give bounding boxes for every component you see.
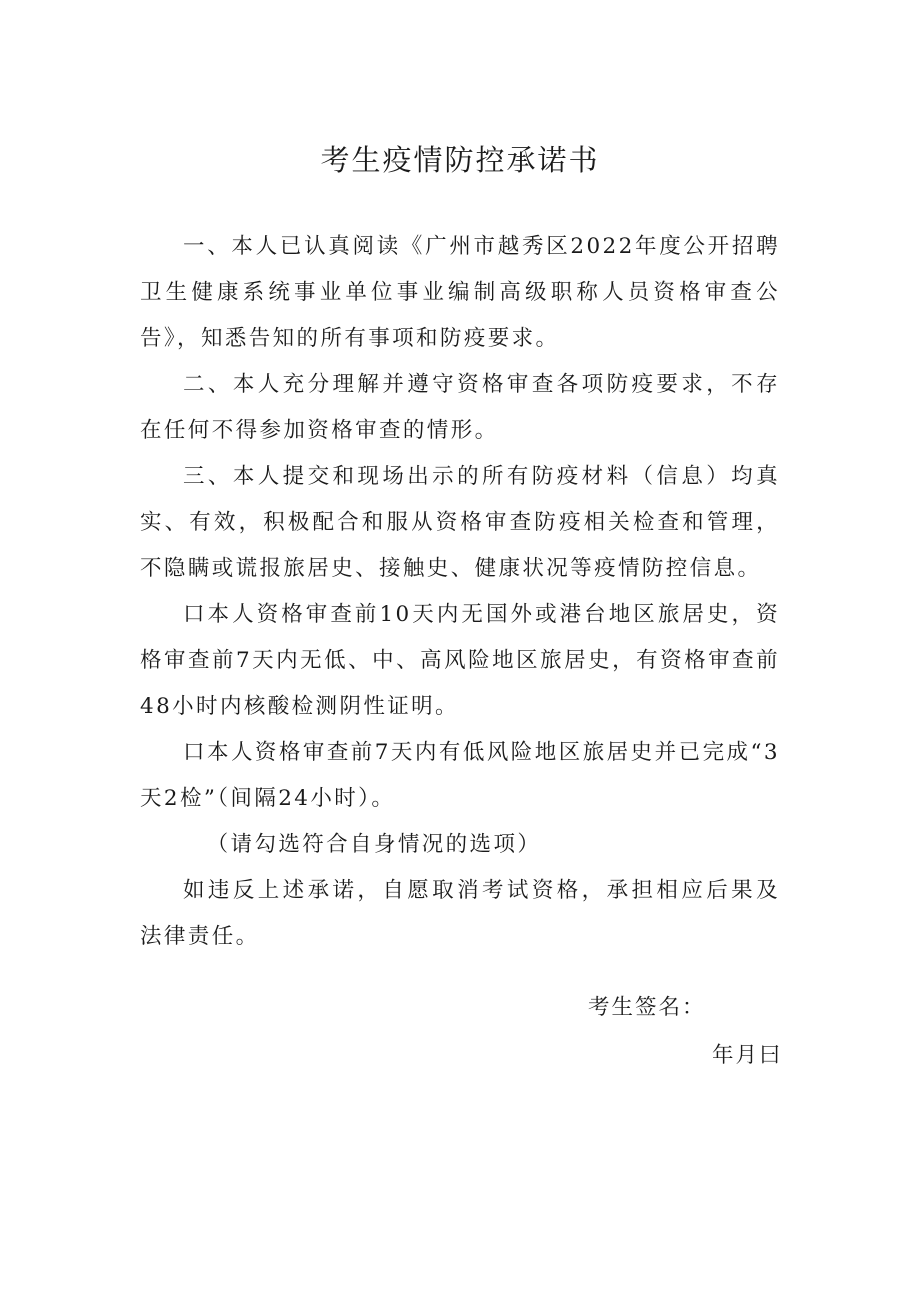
paragraph-commitment: 如违反上述承诺，自愿取消考试资格，承担相应后果及法律责任。 (140, 878, 780, 949)
checkbox-option-2: 口本人资格审查前7天内有低风险地区旅居史并已完成“3天2检”（间隔24小时）。 (140, 740, 780, 811)
date-label: 年月曰 (712, 1043, 783, 1068)
document-title: 考生疫情防控承诺书 (320, 143, 600, 177)
selection-note: （请勾选符合自身情况的选项） (206, 832, 542, 857)
paragraph-3: 三、本人提交和现场出示的所有防疫材料（信息）均真实、有效，积极配合和服从资格审查防疫相关检查和管理，不隐瞒或谎报旅居史、接触史、健康状况等疫情防控信息。 (140, 464, 780, 581)
checkbox-option-1: 口本人资格审查前10天内无国外或港台地区旅居史，资格审查前7天内无低、中、高风险地区旅居史，有资格审查前48小时内核酸检测阴性证明。 (140, 602, 780, 719)
document-body (140, 224, 780, 960)
paragraph-1: 一、本人已认真阅读《广州市越秀区2022年度公开招聘卫生健康系统事业单位事业编制高级职称人员资格审查公告》，知悉告知的所有事项和防疫要求。 (140, 234, 780, 351)
signature-label: 考生签名： (588, 995, 706, 1020)
paragraph-2: 二、本人充分理解并遵守资格审查各项防疫要求，不存在任何不得参加资格审查的情形。 (140, 372, 780, 443)
